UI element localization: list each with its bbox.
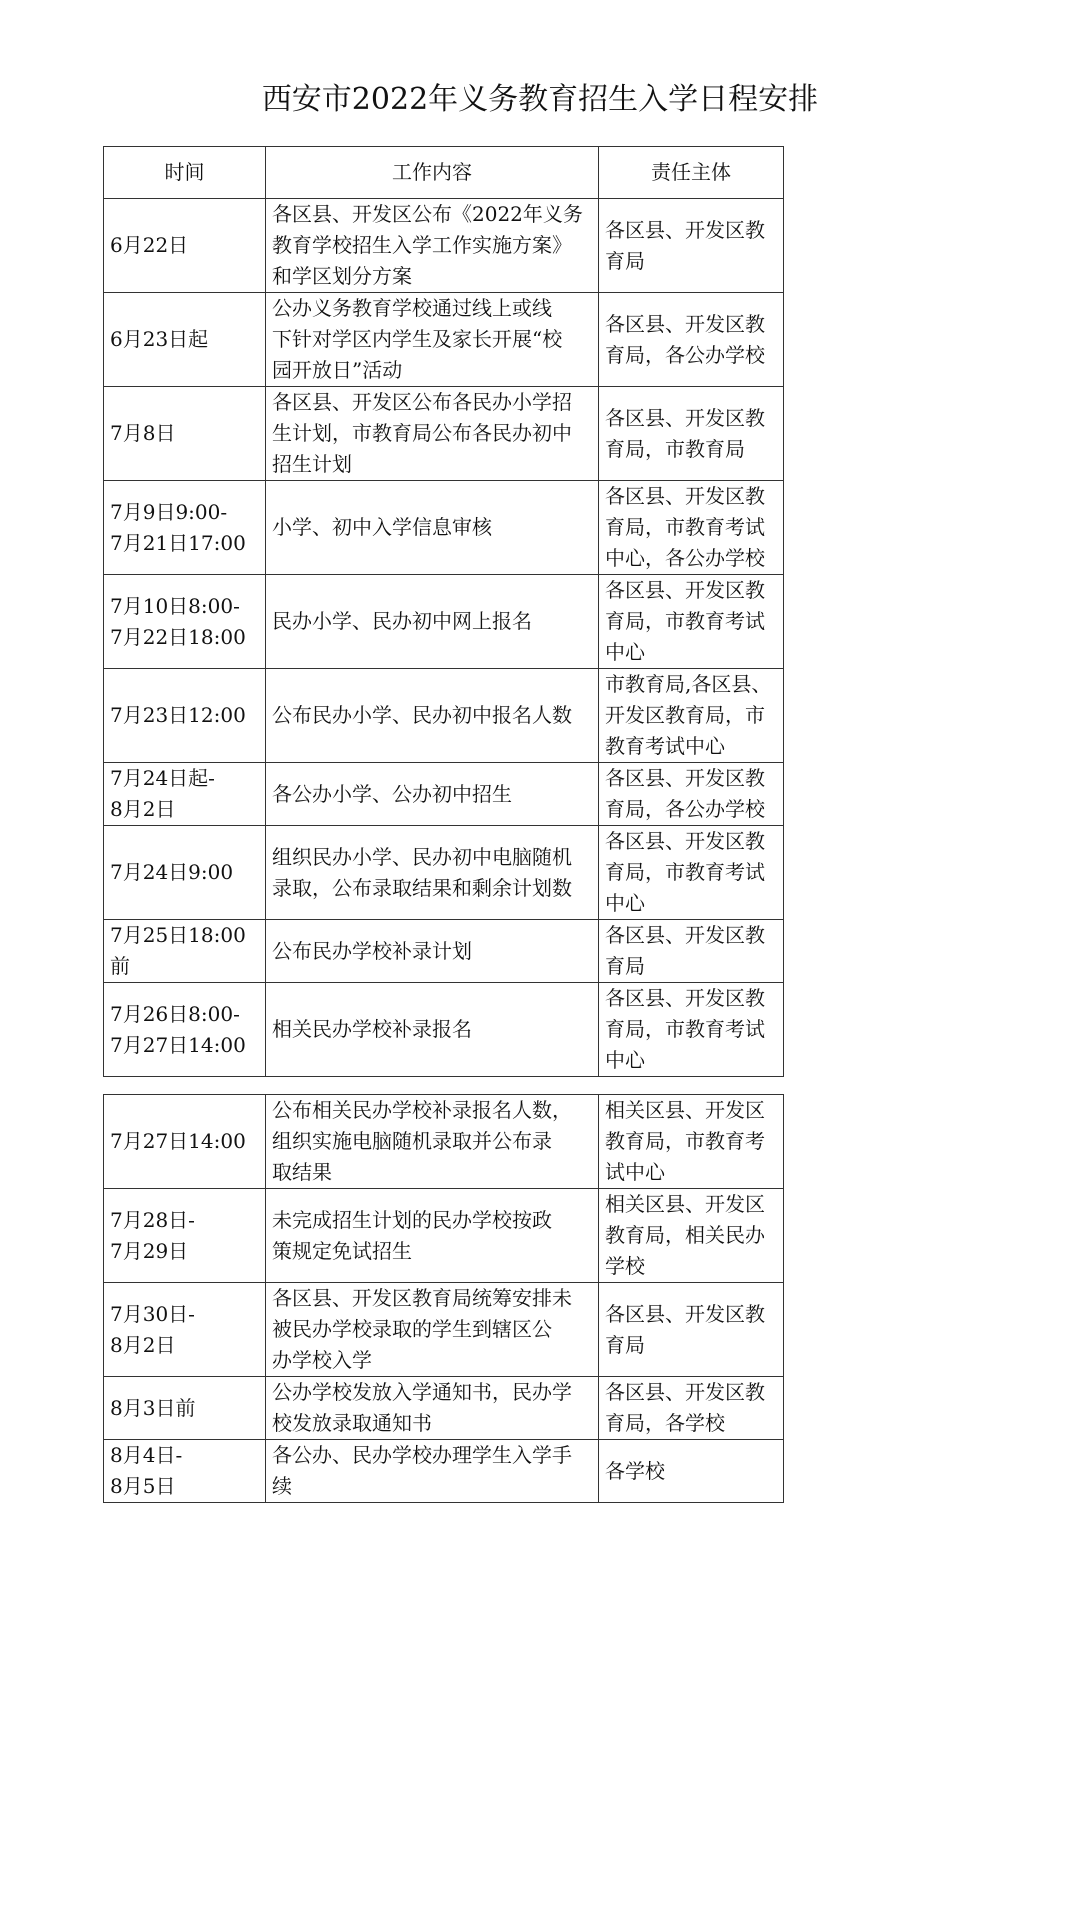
cell-work-content: 各公办小学、公办初中招生 — [266, 763, 599, 826]
cell-time: 7月28日- 7月29日 — [104, 1189, 266, 1283]
cell-responsible-party: 市教育局,各区县、 开发区教育局，市 教育考试中心 — [599, 669, 784, 763]
table-row — [104, 983, 784, 1077]
header-time: 时间 — [104, 147, 266, 199]
cell-responsible-party: 各区县、开发区教 育局，市教育考试 中心 — [599, 575, 784, 669]
cell-time: 7月24日9:00 — [104, 826, 266, 920]
cell-work-content: 组织民办小学、民办初中电脑随机 录取，公布录取结果和剩余计划数 — [266, 826, 599, 920]
cell-work-content: 未完成招生计划的民办学校按政 策规定免试招生 — [266, 1189, 599, 1283]
cell-time: 7月10日8:00- 7月22日18:00 — [104, 575, 266, 669]
cell-time: 7月24日起- 8月2日 — [104, 763, 266, 826]
cell-time: 7月26日8:00- 7月27日14:00 — [104, 983, 266, 1077]
table-row — [104, 826, 784, 920]
cell-time: 6月23日起 — [104, 293, 266, 387]
page-title: 西安市2022年义务教育招生入学日程安排 — [261, 82, 819, 117]
table-row — [104, 1377, 784, 1440]
cell-responsible-party: 各区县、开发区教 育局，各公办学校 — [599, 763, 784, 826]
cell-work-content: 公布民办学校补录计划 — [266, 920, 599, 983]
schedule-table-part-2 — [103, 1094, 784, 1503]
cell-responsible-party: 各区县、开发区教 育局，市教育考试 中心，各公办学校 — [599, 481, 784, 575]
cell-work-content: 公办义务教育学校通过线上或线 下针对学区内学生及家长开展“校 园开放日”活动 — [266, 293, 599, 387]
cell-responsible-party: 各区县、开发区教 育局 — [599, 199, 784, 293]
cell-work-content: 公办学校发放入学通知书，民办学 校发放录取通知书 — [266, 1377, 599, 1440]
cell-time: 8月3日前 — [104, 1377, 266, 1440]
table-row — [104, 1189, 784, 1283]
cell-time: 7月23日12:00 — [104, 669, 266, 763]
cell-work-content: 各区县、开发区公布《2022年义务 教育学校招生入学工作实施方案》 和学区划分方案 — [266, 199, 599, 293]
table-row — [104, 575, 784, 669]
cell-work-content: 公布相关民办学校补录报名人数， 组织实施电脑随机录取并公布录 取结果 — [266, 1095, 599, 1189]
cell-responsible-party: 各区县、开发区教 育局，各学校 — [599, 1377, 784, 1440]
cell-work-content: 公布民办小学、民办初中报名人数 — [266, 669, 599, 763]
cell-work-content: 小学、初中入学信息审核 — [266, 481, 599, 575]
table-row — [104, 763, 784, 826]
table-header-row — [104, 147, 784, 199]
cell-time: 7月27日14:00 — [104, 1095, 266, 1189]
table-row — [104, 920, 784, 983]
table-row — [104, 199, 784, 293]
cell-time: 7月25日18:00 前 — [104, 920, 266, 983]
table-row — [104, 481, 784, 575]
table-row — [104, 1283, 784, 1377]
cell-work-content: 民办小学、民办初中网上报名 — [266, 575, 599, 669]
table-row — [104, 293, 784, 387]
cell-time: 8月4日- 8月5日 — [104, 1440, 266, 1503]
cell-work-content: 各区县、开发区公布各民办小学招 生计划，市教育局公布各民办初中 招生计划 — [266, 387, 599, 481]
cell-responsible-party: 各区县、开发区教 育局 — [599, 1283, 784, 1377]
table-row — [104, 1440, 784, 1503]
header-work-content: 工作内容 — [266, 147, 599, 199]
cell-responsible-party: 相关区县、开发区 教育局，相关民办 学校 — [599, 1189, 784, 1283]
table-row — [104, 1095, 784, 1189]
cell-responsible-party: 各区县、开发区教 育局，各公办学校 — [599, 293, 784, 387]
cell-time: 7月9日9:00- 7月21日17:00 — [104, 481, 266, 575]
cell-work-content: 各区县、开发区教育局统筹安排未 被民办学校录取的学生到辖区公 办学校入学 — [266, 1283, 599, 1377]
cell-responsible-party: 各区县、开发区教 育局，市教育考试 中心 — [599, 983, 784, 1077]
schedule-table-part-1 — [103, 146, 784, 1077]
cell-time: 7月30日- 8月2日 — [104, 1283, 266, 1377]
cell-responsible-party: 相关区县、开发区 教育局，市教育考 试中心 — [599, 1095, 784, 1189]
cell-responsible-party: 各区县、开发区教 育局，市教育考试 中心 — [599, 826, 784, 920]
cell-responsible-party: 各区县、开发区教 育局，市教育局 — [599, 387, 784, 481]
table-row — [104, 387, 784, 481]
cell-time: 6月22日 — [104, 199, 266, 293]
cell-responsible-party: 各学校 — [599, 1440, 784, 1503]
cell-work-content: 相关民办学校补录报名 — [266, 983, 599, 1077]
cell-time: 7月8日 — [104, 387, 266, 481]
header-responsible-party: 责任主体 — [599, 147, 784, 199]
table-row — [104, 669, 784, 763]
cell-responsible-party: 各区县、开发区教 育局 — [599, 920, 784, 983]
schedule-tables — [103, 146, 783, 1503]
cell-work-content: 各公办、民办学校办理学生入学手 续 — [266, 1440, 599, 1503]
